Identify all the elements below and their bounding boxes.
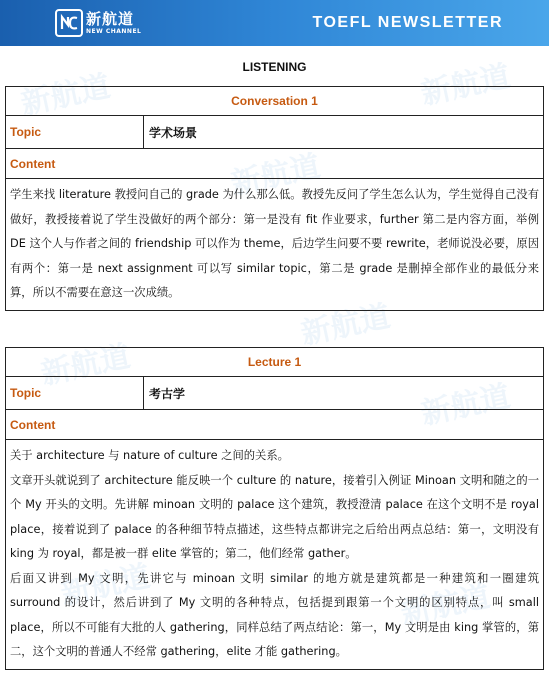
topic-row — [6, 377, 543, 410]
newsletter-title: TOEFL NEWSLETTER — [312, 14, 503, 31]
watermark: 新航道 — [228, 148, 324, 202]
content-paragraph: 关于 architecture 与 nature of culture 之间的关系。 — [10, 449, 289, 462]
lecture-table — [5, 347, 544, 670]
newsletter-header — [0, 0, 549, 46]
content-label: Content — [6, 149, 543, 179]
topic-label: Topic — [6, 116, 144, 148]
content-paragraph: 文章开头就说到了 architecture 能反映一个 culture 的 nature，接着引入例证 Minoan 文明和随之的一个 My 开头的文明。先讲解 minoan 文明的 palace 这个建筑，教授澄清 palace 在这个文明不是 royal place，接着说到了 palace 的各种细节特点描述，这些特点都讲完之后给出两点总结：第一，文明没有 king 为 royal，都是被一群 elite 掌管的；第二，他们经常 gather。 — [10, 473, 539, 560]
block-title: Conversation 1 — [6, 87, 543, 116]
brand-name-en: NEW CHANNEL — [86, 27, 142, 35]
section-title: LISTENING — [242, 60, 307, 74]
watermark: 新航道 — [418, 58, 514, 112]
watermark: 新航道 — [398, 578, 494, 632]
content-text — [6, 179, 543, 310]
content-text — [6, 440, 543, 669]
topic-label: Topic — [6, 377, 144, 409]
content-paragraph: 学生来找 literature 教授问自己的 grade 为什么那么低。教授先反问了学生怎么认为，学生觉得自己没有做好，教授接着说了学生没做好的两个部分：第一是没有 fit 作业要求，further 第二是内容方面，举例 DE 这个人与作者之间的 friendship 可以作为 theme，后边学生问要不要 rewrite，老师说没必要，原因有两个：第一是 next assignment 可以写 similar topic，第二是 grade 是删掉全部作业的最低分来算，所以不需要在意这一次成绩。 — [10, 188, 539, 299]
watermark: 新航道 — [38, 338, 134, 392]
brand-logo — [55, 7, 141, 39]
content-label: Content — [6, 410, 543, 440]
topic-value: 考古学 — [149, 386, 186, 401]
watermark: 新航道 — [58, 558, 154, 612]
watermark: 新航道 — [418, 378, 514, 432]
block-title: Lecture 1 — [6, 348, 543, 377]
brand-name-cn: 新航道 — [86, 9, 135, 28]
watermark: 新航道 — [18, 68, 114, 122]
content-paragraph: 后面又讲到 My 文明，先讲它与 minoan 文明 similar 的地方就是建筑都是一种建筑和一圈建筑 surround 的设计，然后讲到了 My 文明的各种特点，包括提到跟第一个文明的区别特点，叫 small place，所以不可能有大批的人 gathering，同样总结了两点结论：第一，My 文明是由 king 掌管的，第二，这个文明的普通人不经常 gathering，elite 才能 gathering。 — [10, 571, 539, 658]
watermark: 新航道 — [298, 298, 394, 352]
topic-row — [6, 116, 543, 149]
conversation-table — [5, 86, 544, 311]
topic-value: 学术场景 — [149, 125, 198, 140]
brand-mark-icon — [55, 9, 83, 37]
